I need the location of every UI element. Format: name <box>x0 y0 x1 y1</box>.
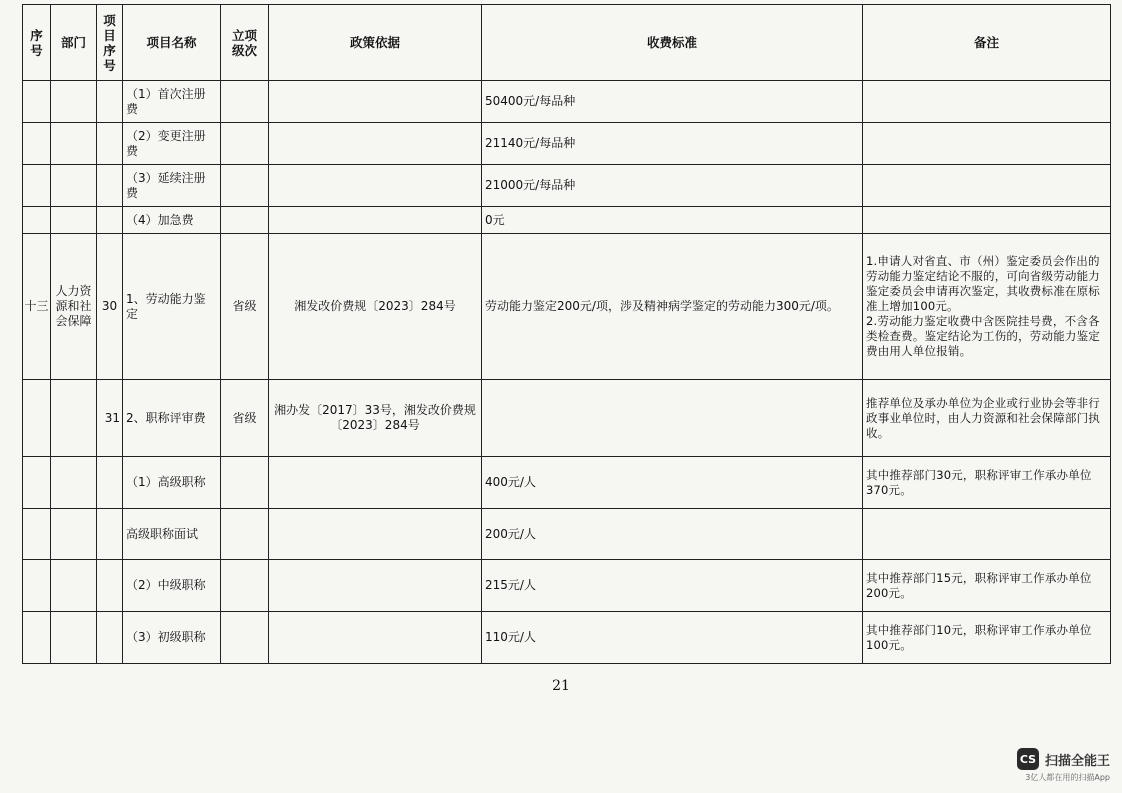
item-name: （3）延续注册费 <box>123 165 221 207</box>
table-row <box>23 123 1111 165</box>
table-row <box>23 207 1111 234</box>
header-item-seq: 项目序号 <box>97 5 123 81</box>
fee-standard: 50400元/每品种 <box>482 81 863 123</box>
item-name: （1）高级职称 <box>123 457 221 509</box>
header-dept: 部门 <box>51 5 97 81</box>
fee-standard: 劳动能力鉴定200元/项，涉及精神病学鉴定的劳动能力300元/项。 <box>482 234 863 380</box>
fee-standard: 215元/人 <box>482 560 863 612</box>
page-number: 21 <box>552 678 570 694</box>
remark: 其中推荐部门15元，职称评审工作承办单位200元。 <box>863 560 1111 612</box>
item-name: 1、劳动能力鉴定 <box>123 234 221 380</box>
scanner-app-name: 扫描全能王 <box>1044 753 1110 769</box>
fee-table <box>22 4 1111 664</box>
remark: 推荐单位及承办单位为企业或行业协会等非行政事业单位时，由人力资源和社会保障部门执收。 <box>863 380 1111 457</box>
level: 省级 <box>221 234 269 380</box>
table-row <box>23 457 1111 509</box>
level: 省级 <box>221 380 269 457</box>
header-seq: 序号 <box>23 5 51 81</box>
table-row <box>23 380 1111 457</box>
table-row <box>23 81 1111 123</box>
header-item-name: 项目名称 <box>123 5 221 81</box>
table-row <box>23 612 1111 664</box>
fee-standard: 0元 <box>482 207 863 234</box>
department: 人力资源和社会保障 <box>51 234 97 380</box>
fee-standard: 21140元/每品种 <box>482 123 863 165</box>
fee-standard: 110元/人 <box>482 612 863 664</box>
fee-standard: 21000元/每品种 <box>482 165 863 207</box>
seq-number: 十三 <box>23 234 51 380</box>
header-level: 立项级次 <box>221 5 269 81</box>
table-header-row <box>23 5 1111 81</box>
header-policy: 政策依据 <box>269 5 482 81</box>
header-remark: 备注 <box>863 5 1111 81</box>
table-row <box>23 165 1111 207</box>
item-name: （3）初级职称 <box>123 612 221 664</box>
item-name: （2）变更注册费 <box>123 123 221 165</box>
item-seq: 31 <box>97 380 123 457</box>
item-name: （4）加急费 <box>123 207 221 234</box>
scanner-watermark <box>1017 748 1110 783</box>
item-seq: 30 <box>97 234 123 380</box>
item-name: （1）首次注册费 <box>123 81 221 123</box>
item-name: （2）中级职称 <box>123 560 221 612</box>
scanner-tagline: 3亿人都在用的扫描App <box>1025 773 1110 782</box>
policy-basis: 湘发改价费规〔2023〕284号 <box>269 234 482 380</box>
header-fee: 收费标准 <box>482 5 863 81</box>
item-name: 高级职称面试 <box>123 509 221 560</box>
table-row <box>23 509 1111 560</box>
item-name: 2、职称评审费 <box>123 380 221 457</box>
remark: 1.申请人对省直、市（州）鉴定委员会作出的劳动能力鉴定结论不服的，可向省级劳动能力鉴定委员会申请再次鉴定，其收费标准在原标准上增加100元。 2.劳动能力鉴定收费中含医院挂号费，不含各类检查费。鉴定结论为工伤的，劳动能力鉴定费由用人单位报销。 <box>863 234 1111 380</box>
remark: 其中推荐部门30元，职称评审工作承办单位370元。 <box>863 457 1111 509</box>
policy-basis: 湘办发〔2017〕33号，湘发改价费规〔2023〕284号 <box>269 380 482 457</box>
table-row <box>23 560 1111 612</box>
remark: 其中推荐部门10元，职称评审工作承办单位100元。 <box>863 612 1111 664</box>
table-row <box>23 234 1111 380</box>
fee-standard: 200元/人 <box>482 509 863 560</box>
fee-standard: 400元/人 <box>482 457 863 509</box>
scanner-logo-icon: CS <box>1017 748 1039 770</box>
